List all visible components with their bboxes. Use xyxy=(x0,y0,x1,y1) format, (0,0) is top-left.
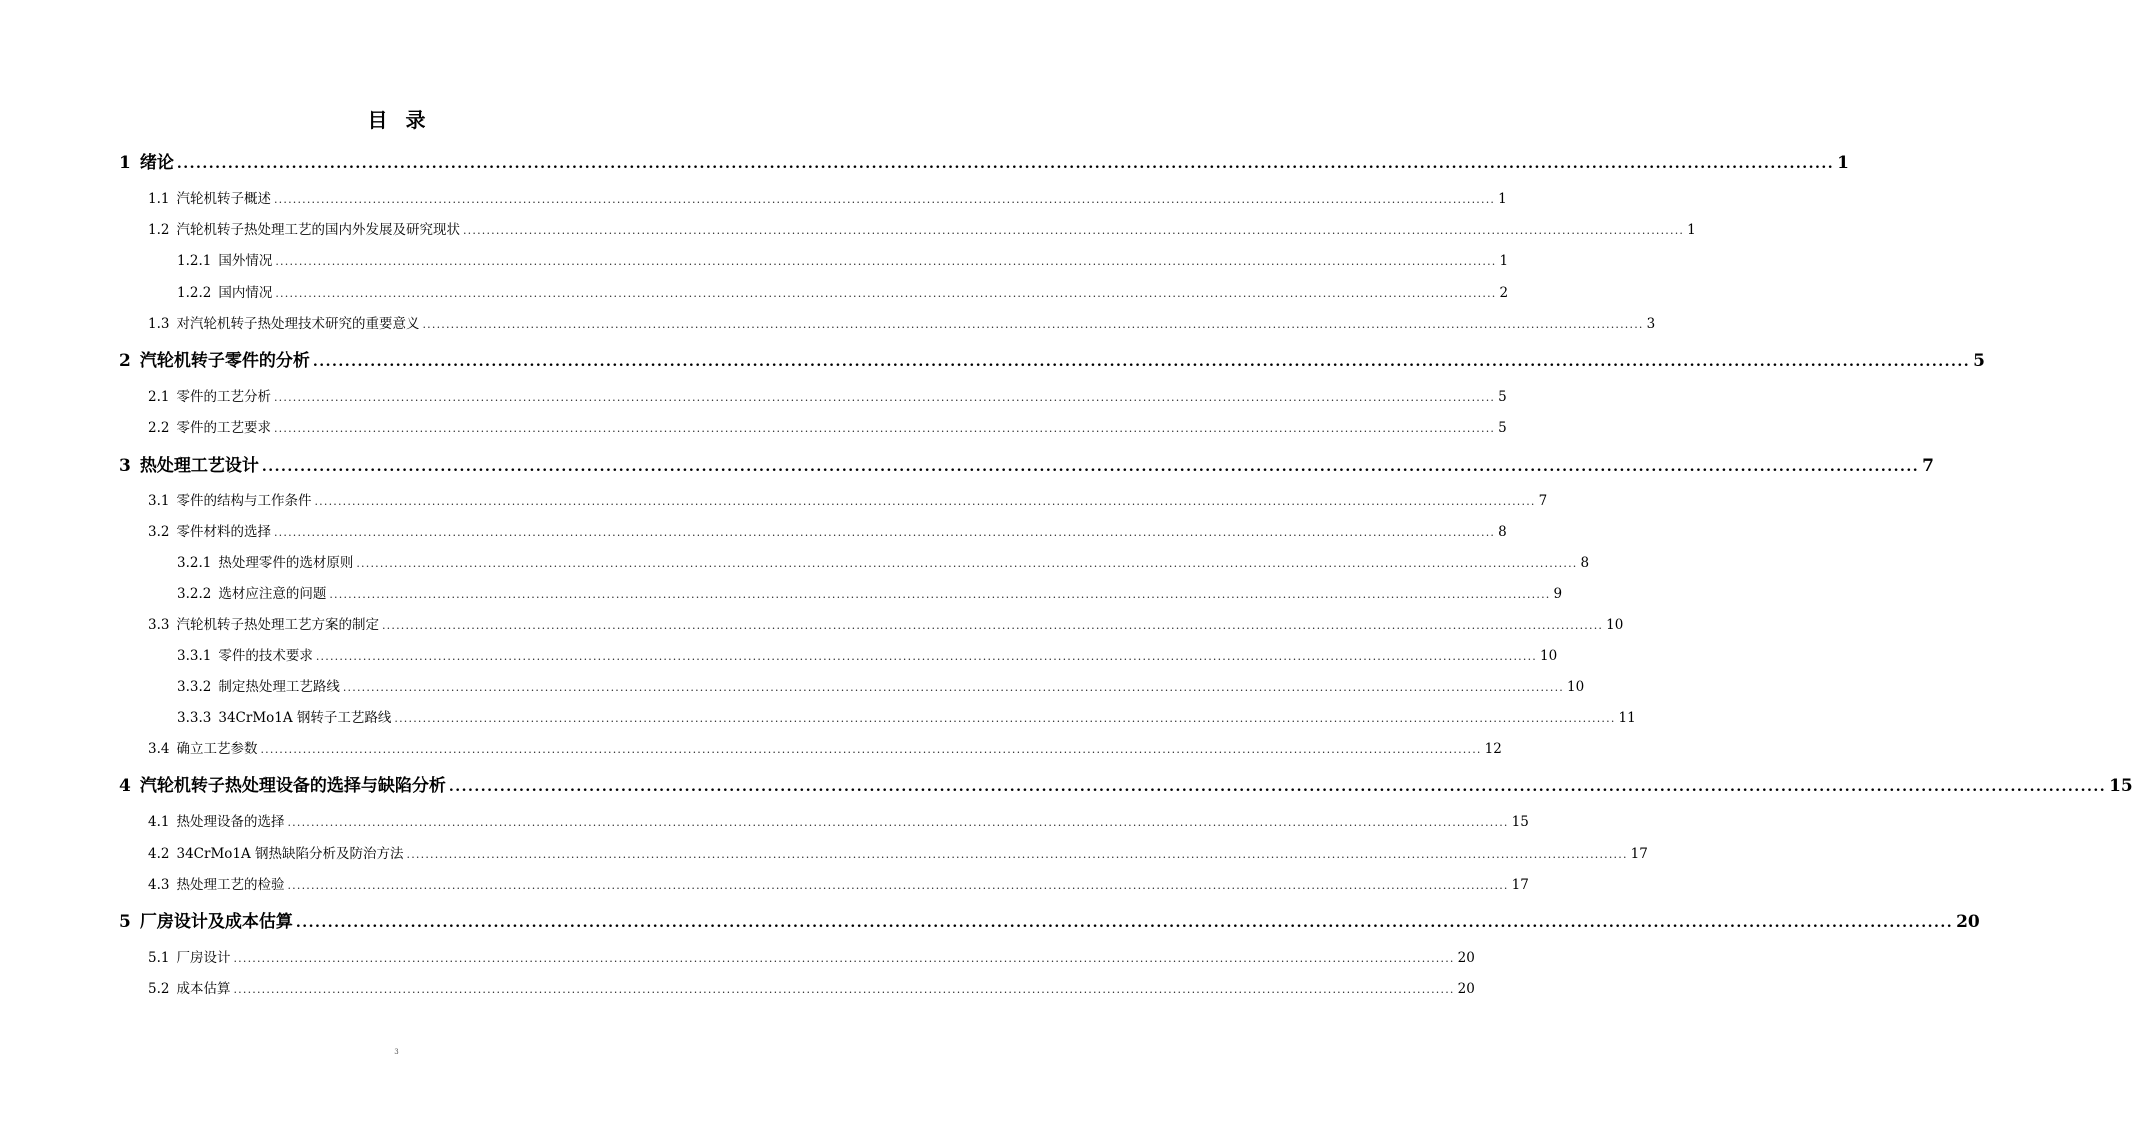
toc-entry[interactable] xyxy=(177,644,1558,664)
toc-number: 5 xyxy=(119,912,131,932)
toc-heading: 零件的结构与工作条件 xyxy=(176,493,312,509)
toc-entry[interactable] xyxy=(177,281,1509,301)
toc-entry[interactable] xyxy=(148,946,1475,966)
toc-leader: .................................................................................................................................................................................................................................................................... xyxy=(275,255,1497,268)
toc-heading: 零件的工艺要求 xyxy=(176,420,271,436)
toc-page-number: 8 xyxy=(1498,524,1507,540)
toc-number: 3 xyxy=(119,456,131,476)
toc-entry[interactable] xyxy=(119,148,1849,173)
toc-page-number: 2 xyxy=(1499,285,1509,301)
toc-number: 3.3.2 xyxy=(177,679,212,695)
toc-page-number: 15 xyxy=(1511,814,1529,830)
toc-entry[interactable] xyxy=(148,489,1548,509)
toc-leader: .................................................................................................................................................................................................................................................................... xyxy=(462,224,1685,237)
toc-leader: .................................................................................................................................................................................................................................................................... xyxy=(287,879,1509,892)
toc-leader: .................................................................................................................................................................................................................................................................... xyxy=(356,557,1578,570)
toc-page-number: 9 xyxy=(1553,586,1563,602)
toc-number: 4.2 xyxy=(148,846,170,862)
toc-page-number: 11 xyxy=(1618,710,1636,726)
toc-heading: 零件材料的选择 xyxy=(176,524,271,540)
toc-number: 2 xyxy=(119,351,131,371)
toc-heading: 厂房设计及成本估算 xyxy=(139,912,293,932)
toc-number: 2.1 xyxy=(148,389,170,405)
toc-leader: .................................................................................................................................................................................................................................................................... xyxy=(176,156,1835,172)
toc-heading: 国外情况 xyxy=(218,253,273,269)
toc-leader: .................................................................................................................................................................................................................................................................... xyxy=(406,848,1628,861)
toc-number: 3.2.1 xyxy=(177,555,212,571)
toc-leader: .................................................................................................................................................................................................................................................................... xyxy=(273,193,1496,206)
toc-number: 3.3 xyxy=(148,617,170,633)
toc-page-number: 15 xyxy=(2109,776,2133,796)
toc-entry[interactable] xyxy=(148,613,1624,633)
toc-heading: 成本估算 xyxy=(176,981,231,997)
toc-entry[interactable] xyxy=(148,385,1507,405)
toc-leader: .................................................................................................................................................................................................................................................................... xyxy=(273,422,1496,435)
toc-page-number: 1 xyxy=(1499,253,1509,269)
toc-number: 5.2 xyxy=(148,981,170,997)
toc-heading: 制定热处理工艺路线 xyxy=(218,679,340,695)
toc-heading: 热处理工艺的检验 xyxy=(176,877,285,893)
toc-leader: .................................................................................................................................................................................................................................................................... xyxy=(273,526,1496,539)
toc-number: 2.2 xyxy=(148,420,170,436)
toc-heading: 绪论 xyxy=(139,153,174,173)
toc-page-number: 5 xyxy=(1973,351,1985,371)
toc-page-number: 10 xyxy=(1606,617,1624,633)
toc-page-number: 10 xyxy=(1566,679,1585,695)
toc-page-number: 20 xyxy=(1956,912,1980,932)
toc-leader: .................................................................................................................................................................................................................................................................... xyxy=(261,459,1920,475)
toc-heading: 零件的技术要求 xyxy=(218,648,313,664)
toc-page-number: 17 xyxy=(1511,877,1529,893)
toc-number: 1.1 xyxy=(148,191,170,207)
toc-leader: .................................................................................................................................................................................................................................................................... xyxy=(275,287,1497,300)
toc-heading: 对汽轮机转子热处理技术研究的重要意义 xyxy=(176,316,420,332)
toc-entry[interactable] xyxy=(148,842,1648,862)
toc-page-number: 3 xyxy=(1646,316,1656,332)
toc-heading: 汽轮机转子热处理工艺的国内外发展及研究现状 xyxy=(176,222,460,238)
toc-heading: 选材应注意的问题 xyxy=(218,586,327,602)
toc-heading: 汽轮机转子热处理设备的选择与缺陷分析 xyxy=(139,776,446,796)
toc-number: 3.2.2 xyxy=(177,586,212,602)
toc-page-number: 5 xyxy=(1498,420,1507,436)
toc-entry[interactable] xyxy=(177,249,1509,269)
toc-heading: 汽轮机转子热处理工艺方案的制定 xyxy=(176,617,379,633)
toc-number: 4.1 xyxy=(148,814,170,830)
toc-leader: .................................................................................................................................................................................................................................................................... xyxy=(381,619,1604,632)
toc-heading: 国内情况 xyxy=(218,285,273,301)
toc-entry[interactable] xyxy=(148,187,1507,207)
toc-leader: .................................................................................................................................................................................................................................................................... xyxy=(233,952,1455,965)
toc-page-number: 12 xyxy=(1484,741,1502,757)
toc-entry[interactable] xyxy=(119,907,1980,932)
toc-entry[interactable] xyxy=(148,810,1529,830)
toc-number: 3.2 xyxy=(148,524,170,540)
toc-heading: 确立工艺参数 xyxy=(176,741,258,757)
toc-heading: 热处理工艺设计 xyxy=(139,456,259,476)
toc-leader: .................................................................................................................................................................................................................................................................... xyxy=(295,915,1954,931)
toc-page-number: 1 xyxy=(1837,153,1849,173)
toc-entry[interactable] xyxy=(148,312,1656,332)
toc-leader: .................................................................................................................................................................................................................................................................... xyxy=(315,650,1537,663)
toc-leader: .................................................................................................................................................................................................................................................................... xyxy=(329,588,1551,601)
toc-heading: 汽轮机转子概述 xyxy=(176,191,271,207)
toc-entry[interactable] xyxy=(119,771,2133,796)
toc-entry[interactable] xyxy=(148,218,1696,238)
toc-number: 5.1 xyxy=(148,950,170,966)
toc-number: 3.1 xyxy=(148,493,170,509)
toc-heading: 厂房设计 xyxy=(176,950,231,966)
toc-number: 3.3.1 xyxy=(177,648,212,664)
toc-entry[interactable] xyxy=(148,977,1475,997)
toc-page-number: 7 xyxy=(1538,493,1548,509)
page-title xyxy=(0,104,793,133)
toc-number: 1.2.2 xyxy=(177,285,212,301)
toc-page-number: 17 xyxy=(1630,846,1648,862)
toc-entry[interactable] xyxy=(148,416,1507,436)
toc-heading: 热处理设备的选择 xyxy=(176,814,285,830)
toc-leader: .................................................................................................................................................................................................................................................................... xyxy=(273,391,1496,404)
toc-leader: .................................................................................................................................................................................................................................................................... xyxy=(287,816,1509,829)
toc-page-number: 5 xyxy=(1498,389,1507,405)
toc-entry[interactable] xyxy=(119,451,1934,476)
toc-number: 4.3 xyxy=(148,877,170,893)
toc-page-number: 8 xyxy=(1580,555,1590,571)
toc-number: 1.2 xyxy=(148,222,170,238)
toc-number: 4 xyxy=(119,776,131,796)
toc-entry[interactable] xyxy=(177,706,1636,726)
toc-entry[interactable] xyxy=(177,582,1563,602)
toc-entry[interactable] xyxy=(177,551,1590,571)
footer-page-number: 3 xyxy=(394,1048,399,1056)
toc-page-number: 7 xyxy=(1922,456,1934,476)
toc-number: 1.3 xyxy=(148,316,170,332)
toc-page-number: 20 xyxy=(1457,950,1475,966)
toc-heading: 34CrMo1A 钢转子工艺路线 xyxy=(218,710,392,726)
toc-leader: .................................................................................................................................................................................................................................................................... xyxy=(394,712,1616,725)
toc-heading: 零件的工艺分析 xyxy=(176,389,271,405)
toc-heading: 34CrMo1A 钢热缺陷分析及防治方法 xyxy=(176,846,404,862)
title-part-1: 目 xyxy=(367,108,388,132)
toc-number: 1 xyxy=(119,153,131,173)
toc-leader: .................................................................................................................................................................................................................................................................... xyxy=(312,354,1971,370)
toc-number: 1.2.1 xyxy=(177,253,212,269)
toc-page-number: 20 xyxy=(1457,981,1475,997)
toc-entry[interactable] xyxy=(148,873,1529,893)
toc-leader: .................................................................................................................................................................................................................................................................... xyxy=(314,495,1536,508)
title-part-2: 录 xyxy=(405,108,426,132)
toc-leader: .................................................................................................................................................................................................................................................................... xyxy=(422,318,1644,331)
toc-leader: .................................................................................................................................................................................................................................................................... xyxy=(448,779,2107,795)
toc-heading: 热处理零件的选材原则 xyxy=(218,555,354,571)
toc-entry[interactable] xyxy=(119,346,1985,371)
toc-number: 3.3.3 xyxy=(177,710,212,726)
toc-page-number: 1 xyxy=(1498,191,1507,207)
toc-number: 3.4 xyxy=(148,741,170,757)
toc-entry[interactable] xyxy=(148,520,1507,540)
toc-entry[interactable] xyxy=(177,675,1585,695)
toc-page-number: 10 xyxy=(1539,648,1558,664)
toc-heading: 汽轮机转子零件的分析 xyxy=(139,351,310,371)
toc-leader: .................................................................................................................................................................................................................................................................... xyxy=(342,681,1564,694)
toc-page-number: 1 xyxy=(1687,222,1696,238)
toc-entry[interactable] xyxy=(148,737,1502,757)
toc-leader: .................................................................................................................................................................................................................................................................... xyxy=(260,743,1482,756)
toc-leader: .................................................................................................................................................................................................................................................................... xyxy=(233,983,1455,996)
